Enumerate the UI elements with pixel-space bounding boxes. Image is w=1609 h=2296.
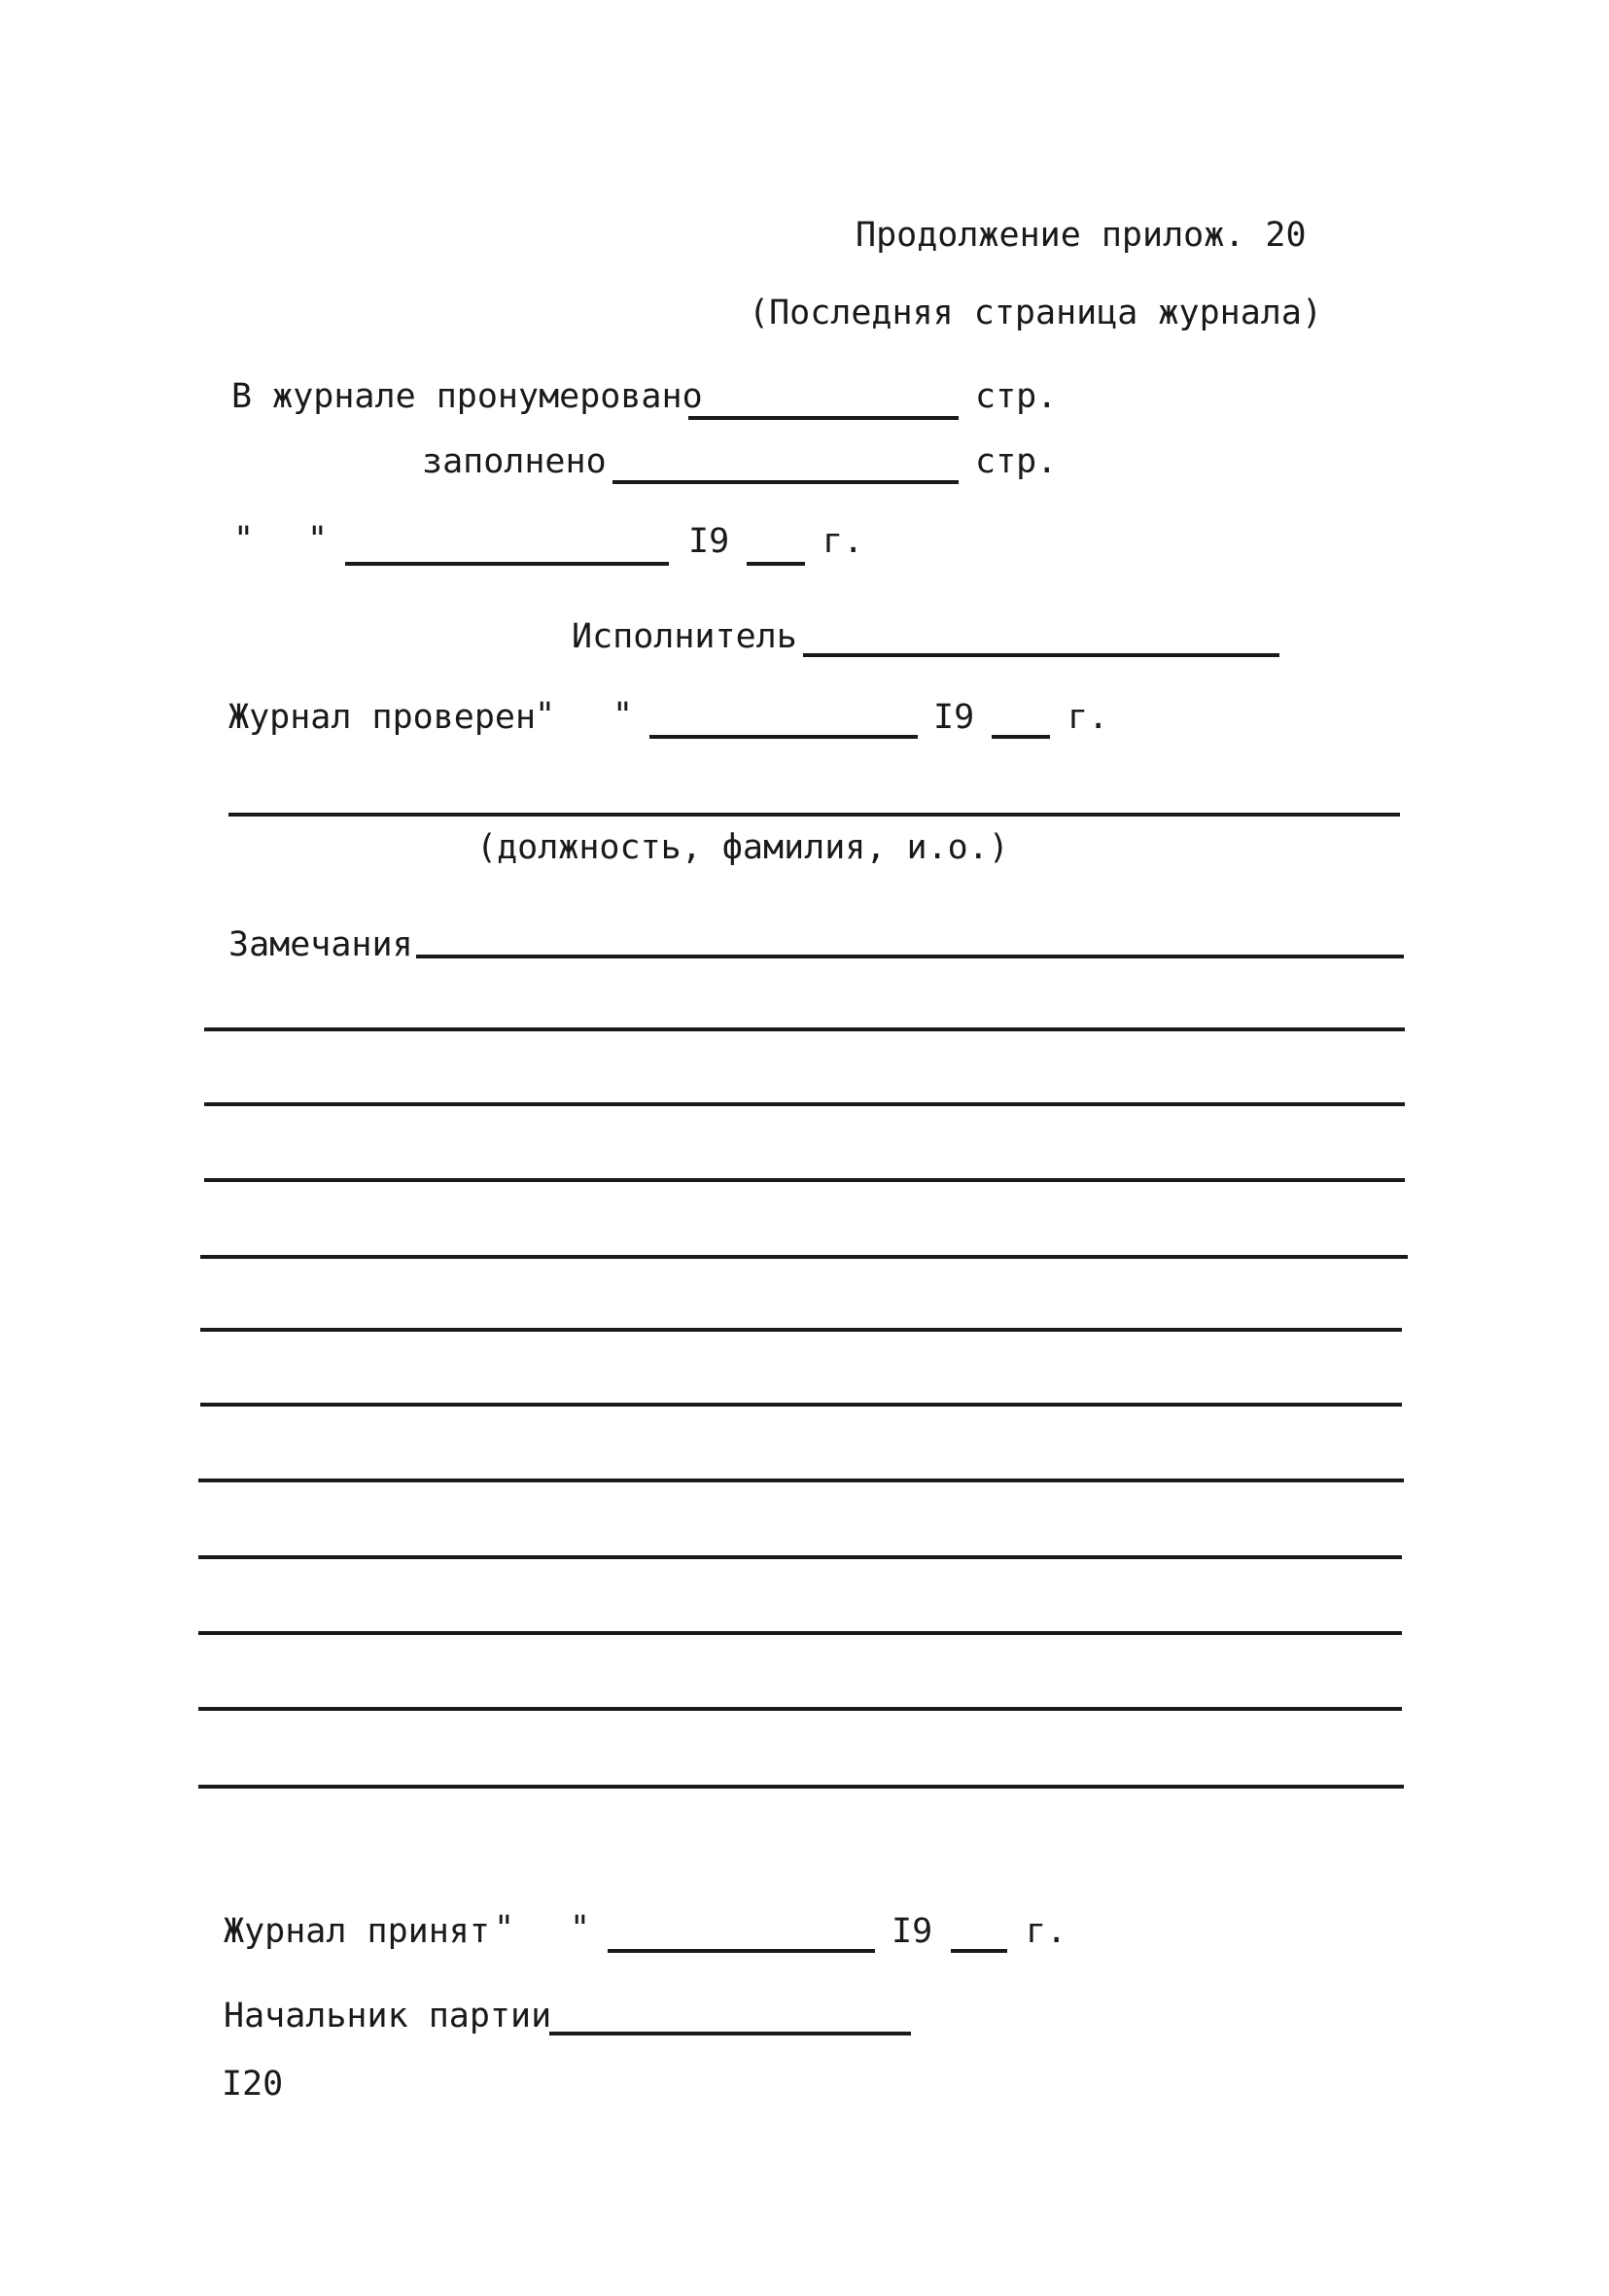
remarks-line[interactable] (200, 1328, 1402, 1332)
remarks-line[interactable] (204, 1027, 1405, 1031)
accepted-year-field[interactable] (951, 1949, 1007, 1953)
date-year-suffix: г. (822, 522, 864, 561)
remarks-line[interactable] (204, 1178, 1405, 1182)
checked-label: Журнал проверен (228, 698, 537, 737)
party-chief-label: Начальник партии (224, 1997, 552, 2035)
date-quote-open: " (233, 520, 255, 559)
accepted-day-month-field[interactable] (608, 1949, 875, 1953)
filled-pages-label: заполнено (422, 442, 607, 481)
last-page-subtitle: (Последняя страница журнала) (749, 294, 1323, 332)
filled-pages-unit: стр. (975, 442, 1058, 481)
position-name-caption: (должность, фамилия, и.о.) (476, 828, 1009, 867)
remarks-line[interactable] (198, 1555, 1402, 1559)
checked-year-field[interactable] (992, 735, 1050, 739)
remarks-line[interactable] (200, 1403, 1402, 1407)
remarks-line[interactable] (416, 955, 1404, 958)
date-day-month-field[interactable] (345, 562, 669, 566)
date-year-field[interactable] (747, 562, 805, 566)
executor-field[interactable] (803, 653, 1279, 657)
date-quote-close: " (307, 520, 329, 559)
remarks-line[interactable] (198, 1631, 1402, 1635)
remarks-line[interactable] (198, 1478, 1404, 1482)
remarks-line[interactable] (198, 1707, 1402, 1711)
accepted-year-suffix: г. (1026, 1912, 1067, 1951)
numbered-pages-label: В журнале пронумеровано (231, 377, 703, 416)
numbered-pages-field[interactable] (688, 416, 959, 420)
remarks-line[interactable] (200, 1255, 1408, 1259)
page-number: I20 (222, 2065, 284, 2104)
remarks-line[interactable] (198, 1785, 1404, 1789)
remarks-label: Замечания (228, 925, 413, 964)
remarks-line[interactable] (204, 1102, 1405, 1106)
checked-day-month-field[interactable] (649, 735, 918, 739)
checked-quote-close: " (612, 696, 634, 735)
position-name-field[interactable] (228, 813, 1400, 817)
accepted-year-prefix: I9 (892, 1912, 933, 1951)
checked-quote-open: " (535, 696, 556, 735)
checked-year-suffix: г. (1067, 698, 1109, 737)
continuation-heading: Продолжение прилож. 20 (856, 216, 1307, 255)
party-chief-signature-field[interactable] (549, 2032, 911, 2035)
accepted-quote-open: " (494, 1909, 515, 1948)
accepted-quote-close: " (570, 1909, 591, 1948)
filled-pages-field[interactable] (612, 480, 959, 484)
accepted-label: Журнал принят (224, 1912, 490, 1951)
checked-year-prefix: I9 (933, 698, 975, 737)
date-year-prefix: I9 (688, 522, 730, 561)
numbered-pages-unit: стр. (975, 377, 1058, 416)
executor-label: Исполнитель (572, 617, 797, 656)
